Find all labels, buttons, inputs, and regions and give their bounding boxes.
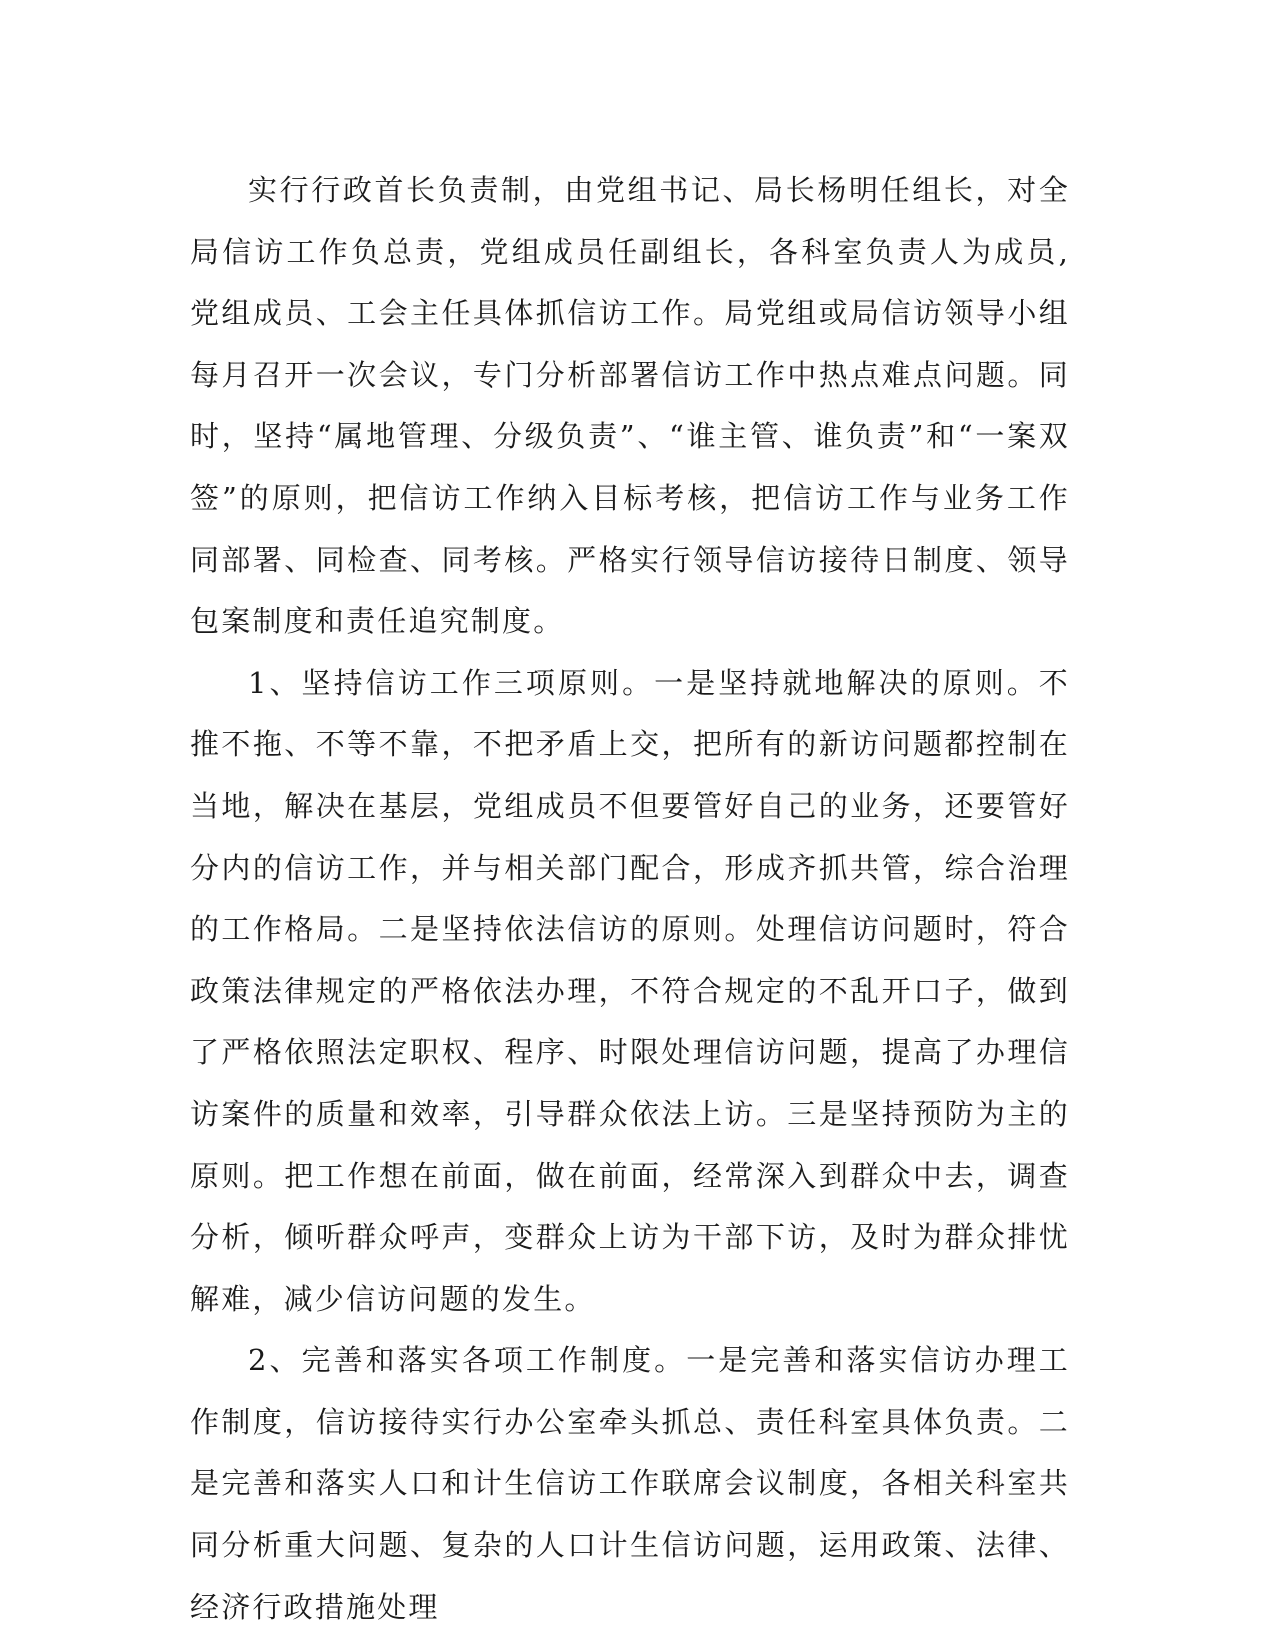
paragraph-work-systems: 2、完善和落实各项工作制度。一是完善和落实信访办理工作制度，信访接待实行办公室牵头抓总、责任科室具体负责。二是完善和落实人口和计生信访工作联席会议制度，各相关科室共同分析重大问题、复杂的人口计生信访问题，运用政策、法律、经济行政措施处理: [190, 1343, 1070, 1624]
paragraph-three-principles: 1、坚持信访工作三项原则。一是坚持就地解决的原则。不推不拖、不等不靠，不把矛盾上交，把所有的新访问题都控制在当地，解决在基层，党组成员不但要管好自己的业务，还要管好分内的信访工作，并与相关部门配合，形成齐抓共管，综合治理的工作格局。二是坚持依法信访的原则。处理信访问题时，符合政策法律规定的严格依法办理，不符合规定的不乱开口子，做到了严格依照法定职权、程序、时限处理信访问题，提高了办理信访案件的质量和效率，引导群众依法上访。三是坚持预防为主的原则。把工作想在前面，做在前面，经常深入到群众中去，调查分析，倾听群众呼声，变群众上访为干部下访，及时为群众排忧解难，减少信访问题的发生。: [190, 665, 1070, 1316]
paragraph-leadership-responsibility: 实行行政首长负责制，由党组书记、局长杨明任组长，对全局信访工作负总责，党组成员任副组长，各科室负责人为成员,党组成员、工会主任具体抓信访工作。局党组或局信访领导小组每月召开一次会议，专门分析部署信访工作中热点难点问题。同时，坚持“属地管理、分级负责”、“谁主管、谁负责”和“一案双签”的原则，把信访工作纳入目标考核，把信访工作与业务工作同部署、同检查、同考核。严格实行领导信访接待日制度、领导包案制度和责任追究制度。: [190, 173, 1070, 639]
document-body: [190, 160, 1070, 1638]
